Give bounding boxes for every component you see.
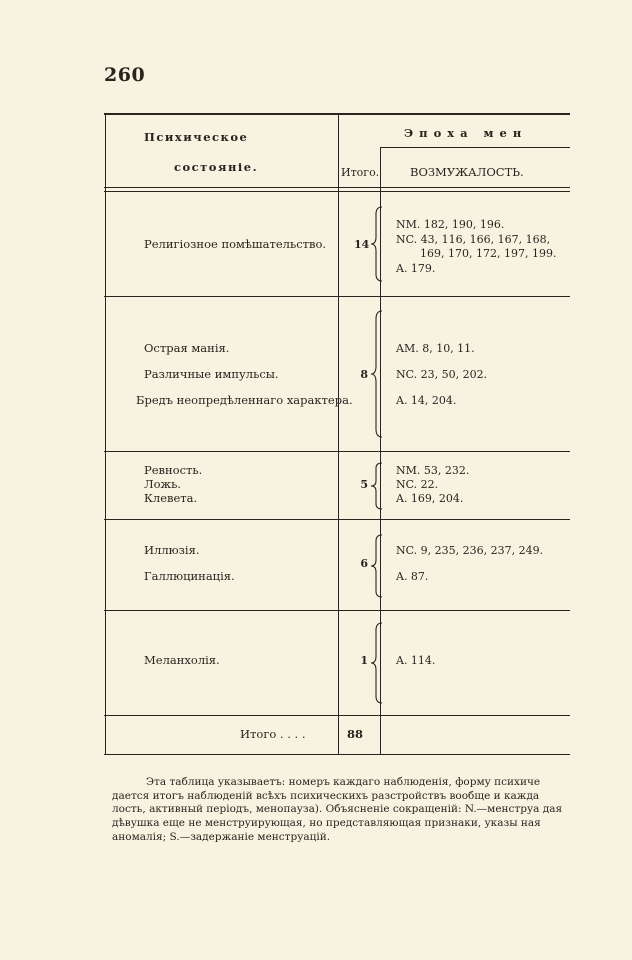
row-divider <box>104 451 570 452</box>
case-notes-line: A. 179. <box>396 262 436 275</box>
row-divider <box>104 610 570 611</box>
curly-brace <box>370 310 384 438</box>
state-label: Ложь. <box>144 477 182 491</box>
case-notes-line: AM. 8, 10, 11. <box>396 342 475 355</box>
curly-brace <box>370 462 384 510</box>
state-header-line2: состояніе. <box>174 160 259 174</box>
total-label: Итого . . . . <box>240 727 306 741</box>
row-divider <box>104 296 570 297</box>
state-header-line1: Психическое <box>144 130 249 144</box>
state-label: Различные импульсы. <box>144 367 279 381</box>
curly-brace <box>370 206 384 282</box>
total-value: 88 <box>347 727 364 741</box>
header-rule-2 <box>104 191 570 192</box>
age-column-header: ВОЗМУЖАЛОСТЬ. <box>410 165 524 179</box>
footnote-text: Эта таблица указываетъ: номеръ каждаго наблюденія, форму психиче дается итогъ наблюденій всѣхъ психическихъ разстройствъ вообще и кажда лость, активный періодъ, менопауза). Объясненіе сокращеній: N.—менструа дая дѣвушка еще не менструирующая, но представляющая признаки, указы ная аномалія; S.—задержаніе менструацій. <box>112 776 563 843</box>
row-count: 5 <box>360 478 368 491</box>
row-divider <box>104 715 570 716</box>
row-count: 1 <box>360 654 368 667</box>
state-label: Религіозное помѣшательство. <box>144 237 327 251</box>
epoch-underline <box>380 147 570 148</box>
case-notes-line: A. 14, 204. <box>396 394 457 407</box>
case-notes-line: A. 169, 204. <box>396 492 464 505</box>
state-label: Клевета. <box>144 491 198 505</box>
case-notes-line: NC. 43, 116, 166, 167, 168, <box>396 233 551 246</box>
state-label: Бредъ неопредѣленнаго характера. <box>136 393 353 407</box>
curly-brace <box>370 534 384 598</box>
case-notes-line: A. 114. <box>396 654 436 667</box>
state-label: Галлюцинація. <box>144 569 235 583</box>
state-label: Ревность. <box>144 463 203 477</box>
state-label: Иллюзія. <box>144 543 200 557</box>
case-notes-line: 169, 170, 172, 197, 199. <box>420 247 557 260</box>
column-rule <box>338 113 339 754</box>
row-count: 8 <box>360 368 368 381</box>
case-notes-line: NM. 182, 190, 196. <box>396 218 505 231</box>
state-label: Меланхолія. <box>144 653 220 667</box>
case-notes-line: NM. 53, 232. <box>396 464 470 477</box>
case-notes-line: NC. 9, 235, 236, 237, 249. <box>396 544 544 557</box>
table-top-rule <box>104 113 570 115</box>
case-notes-line: NC. 22. <box>396 478 439 491</box>
data-table <box>104 110 570 756</box>
page-number: 260 <box>104 64 146 86</box>
case-notes-line: A. 87. <box>396 570 429 583</box>
case-notes-line: NC. 23, 50, 202. <box>396 368 488 381</box>
row-count: 6 <box>360 557 368 570</box>
state-label: Острая манія. <box>144 341 230 355</box>
header-rule-1 <box>104 187 570 188</box>
table-bottom-rule <box>104 754 570 755</box>
row-count: 14 <box>354 238 370 251</box>
table-left-rule <box>105 113 106 754</box>
footnote <box>112 776 567 844</box>
total-column-header: Итого. <box>341 166 380 179</box>
curly-brace <box>370 622 384 704</box>
epoch-header: Эпоха мен <box>404 126 528 140</box>
row-divider <box>104 519 570 520</box>
